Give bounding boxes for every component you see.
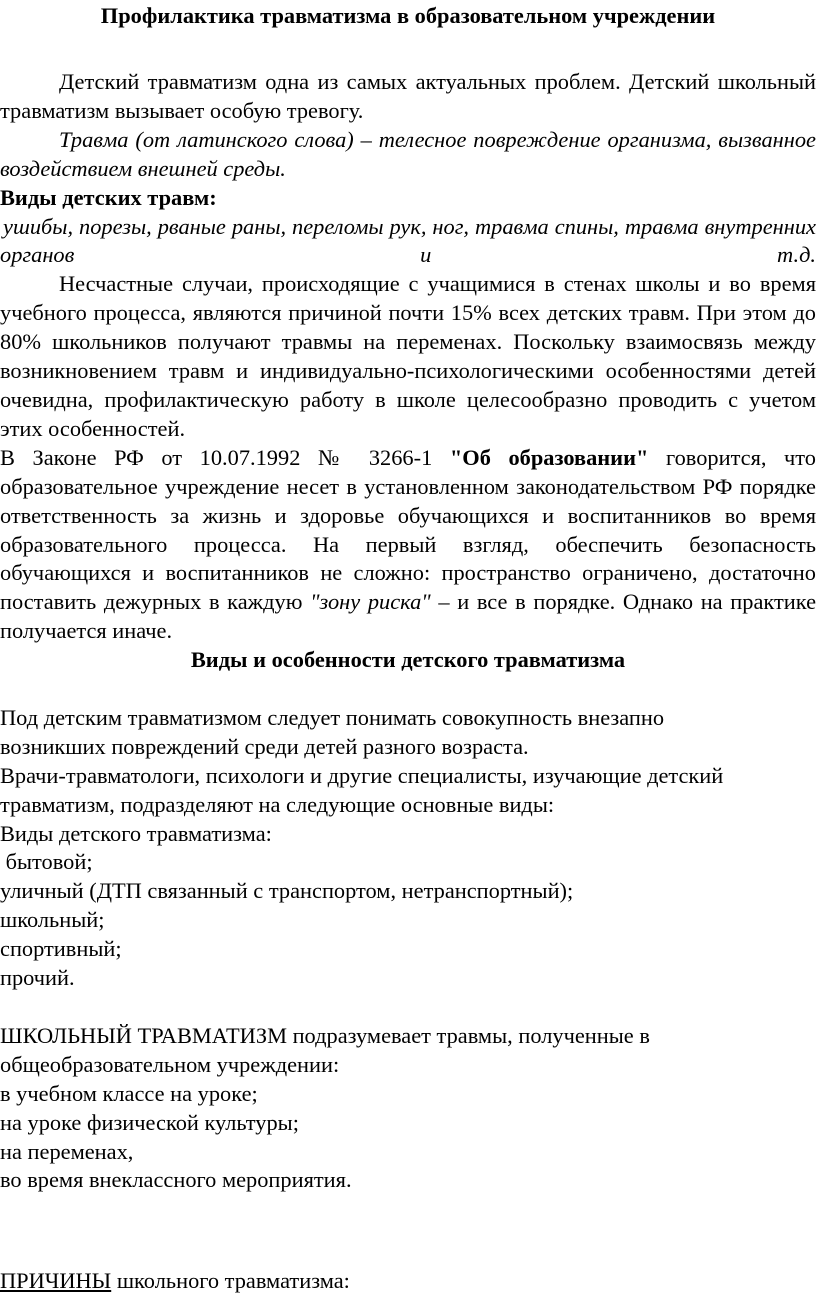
list-item: прочий. [0,965,75,991]
list-item: спортивный; [0,936,122,962]
document-body [0,68,816,1296]
law-title: "Об образовании" [449,444,649,470]
causes-underlined: ПРИЧИНЫ [0,1268,112,1294]
law-paragraph [0,444,816,646]
list-item: на уроке физической культуры; [0,1109,299,1135]
school-injury-line-1: ШКОЛЬНЫЙ ТРАВМАТИЗМ подразумевает травмы, полученные в [0,1022,650,1048]
intro-paragraph-2: Травма (от латинского слова) – телесное повреждение организма, вызванное воздействием внешней среды. [0,126,816,181]
specialists-line-1: Врачи-травматологи, психологи и другие специалисты, изучающие детский [0,762,724,788]
accidents-paragraph: Несчастные случаи, происходящие с учащимися в стенах школы и во время учебного процесса, являются причиной почти 15% всех детских травм. При этом до 80% школьников получают травмы на переменах. Поскольку взаимосвязь между возникновением травм и индивидуально-психологическими особенностями детей очевидна, профилактическую работу в школе целесообразно проводить с учетом этих особенностей. [0,271,816,441]
list-item: во время внеклассного мероприятия. [0,1167,352,1193]
types-list-heading: Виды детского травматизма: [0,820,272,846]
types-heading: Виды детских травм: [0,184,217,210]
school-injury-line-2: общеобразовательном учреждении: [0,1051,340,1077]
list-item: школьный; [0,907,105,933]
specialists-line-2: травматизм, подразделяют на следующие основные виды: [0,791,555,817]
types-list: ушибы, порезы, рваные раны, переломы рук, ног, травма спины, травма внутренних органов и т.д. [0,213,816,268]
risk-zone-phrase: "зону риска" [310,589,431,615]
intro-paragraph-1: Детский травматизм одна из самых актуальных проблем. Детский школьный травматизм вызывает особую тревогу. [0,69,816,123]
list-item: на переменах, [0,1138,134,1164]
law-text-after: говорится, что образовательное учреждение несет в установленном законодательством РФ порядке ответственность за жизнь и здоровье обучающихся и воспитанников во время образовательного процесса. На первый взгляд, обеспечить безопасность обучающихся и воспитанников не сложно: пространство ограничено, достаточно поставить дежурных в каждую [0,444,816,615]
definition-line-1: Под детским травматизмом следует понимать совокупность внезапно [0,704,665,730]
list-item: уличный (ДТП связанный с транспортом, нетранспортный); [0,878,574,904]
law-text-end: – и все в порядке. Однако на практике получается иначе. [0,589,816,644]
causes-heading [0,1267,816,1296]
law-text-before: В Законе РФ от 10.07.1992 № 3266-1 [0,444,450,470]
list-item: бытовой; [0,849,93,875]
section-title: Виды и особенности детского травматизма [190,647,626,673]
page-title: Профилактика травматизма в образовательном учреждении [100,3,716,28]
definition-line-2: возникших повреждений среди детей разного возраста. [0,733,529,759]
list-item: в учебном классе на уроке; [0,1080,258,1106]
causes-rest: школьного травматизма: [111,1268,350,1294]
